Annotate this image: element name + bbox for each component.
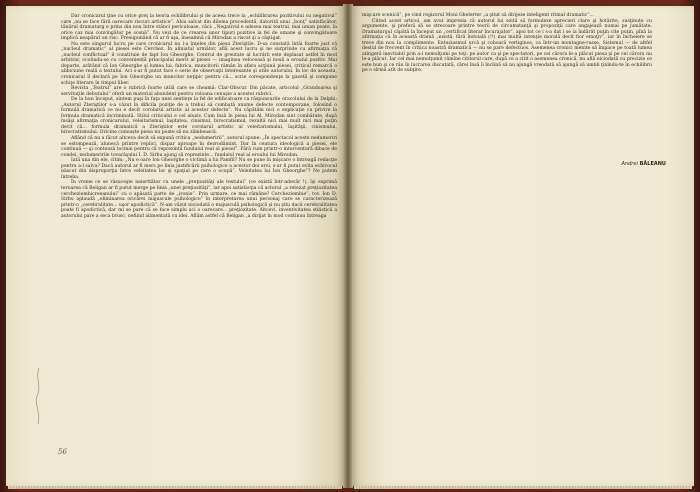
author-last-name: BĂLEANU — [639, 161, 666, 167]
paragraph: În vreme ce se răsuceşte neierttător cu unele „preţiozităţi ale textului” (ce există într-adevăr !), îşi exprimă teroarea că Beligan ar fi putut merge pe linia „unei preţiozităţi”, iar apoi satisfacţia că actorul „a retezat preţiozitatea cercheziembicreeanului” cu o apăsată parte de „ironie”. Prin urmare, ce mai rămâne? Cercheziembie”, tov. Ion D. Sirbu aplaudă „eliminarea oricărei majuscule psihologice” în interpretarea unui personaj care se caracterizează printr-o „cerebralitate... uşor apodictică”. N-am văzut niciodată o majusculă psihologică şi nu ştiu dacă cerebralitatea poate fi apodictică, dar mi se pare că se face simplu aci o oarecare... preţiozitate. Altcevi, inventivitatea stilistică a autorului pare a seca brusc, nefiind alimentată cu idei. Aflăm astfel că Beligan „a dirijat în mod continuu întreaga — [61, 180, 337, 219]
paragraph: Dar cronicarul ţine cu orice preţ la teoria echilibrului şi de aceea trece la „echilibrarea pozitivului cu negativul” care „nu se face fără oarecare riscuri artistice”. Abia salvat din dilema precedentă, datorită unui „bonţ” satisfăcător, tânărul dramaturg e prins din nou între stânci periculoase, căci: „Negativul e adesea mai teatral, mai uman poate, la orice caz mai convingător pe scenă”. Nu vezi de ce crearea unor tipuri pozitive ia fel de umane şi convingătoare implică neapărat un risc. Presupunând că ar fi aşa, înseamnă că Mirodan a riscat şi a câştigat. — [61, 14, 337, 42]
left-page-text — [61, 14, 337, 219]
paragraph: Nu este singurul lucru pe care cronicarul nu l-a înţeles din piesa Zteriştile. D-sa constată întâi foarte just că „nucleul dramatic” al piesei este Cerchez. În aliniatul următor, află acest lucru şi ne surprinde cu afirmaţia că „nucleul conflictual” il constituie de fapt Ion Gheorghe. Centrul de greutate al lucrării este deplasat astfel în mod arbitrar, ocolindu-se cu conveniență principalul merit al piesei — imaginea veloceasă şi nouă a eroului pozitiv. Mai departe, arătând că Ion Gheorghe şi lumea lui, fabrica, muncitorii rămân în afara acţiunii piesei, criticul remarcă o alibiciune reală a textului. Aci s-ar fi putut face o serie de observaţii interesante şi utile autorului. În loc de aceasta, cronicarul îl declară pe Ion Gheorghe un muncitor neţipic pentru că... scrie corespondenţe la gazetă şi compune schiţe literare în timpul liber. — [61, 41, 337, 86]
paragraph: Iată una din ele, citim: „Nu e oare Ion Gheorghe o victimă a lui Pamfil? Nu se pune în mişcare o întreagă redacţie pentru a-l salva? Dacă autorul ar fi mers pe linia justificării psihologice a acestor doi eroi, s-ar fi putut evita echivocul născut din disproporţia între veleitatea lor şi spaţiul pe care o ocupă”. Veleitatea lui Ion Gheorghe”? Ne putem întreba. — [61, 158, 337, 180]
paragraph: Citind acest articol, am avut impresia că autorul lui ezită să formuleze aprecieri clare şi hotărite, susţinute cu argumente, şi preferă să se strecoare printre teorii de circumstanţă şi propoziţii care angajează numai pe jumătate. Dramaturgul căpătă la început un „certificat literar încurajator”, apoi tot ce i s-a dat i se ia îndărăt puţin cite puţin, pînă la afirmaţia că în această dramă „există, fără îndoială (!!) mai multă intenţie morală decit fior emoţiv”, iar în încheiere se trece din nou la complimente. Entuziasmul urcă şi coboară vertiginos, ca într-un montagne-russe. Sistemul — de altfel destul de frecvent în critica noastră dramatică — nu se pare defectuos. Asemenea cronici menite să împace pe toată lumea atingeră inevitabil prin a-i nemulţumi pe toţi: pe autor ca şi pe spectatori, pe cei cărora le-a plăcut piesa şi pe cei cărora nu le-a plăcut. Iar cel mai nemulţumit rămîne cititorul care, după ce a citit o asemenea cronică, nu află niciodată cu precizie ce este bun şi ce rău în lucrarea discutată, cărei însă îi înclină să nu ajungă vreodată să ajungă să umbli ţinîndu-te în echilibru pe o sîrmă atît de subţire. — [362, 18, 652, 74]
page-edges-left — [8, 486, 342, 489]
page-edges-right — [354, 486, 692, 489]
paragraph: Revista „Teatrul” are o rubrică foarte utilă care se cheamă: Clar-Obscur. Din păcate, articolul „Grandoarea şi servituţile debutului” oferă un material abundent pentru coloana cenuşie a acestei rubrici. — [61, 86, 337, 97]
paragraph: Aflând că nu a făcut altceva decit să expună critica „nedumeririi”, autorul spune: „În spectacol aceste nedumeriri se estompează, alunecă printre replici, dispar aproape în dezrodămint. Dar în ceatura ideologică a piesei, ele continuă — şi contează tocmai pentru că reprezintă fundalul real al piesei”. Fără cum printr-o interventură dibace de condei, nedumeririle tovarăşului I. D. Sirbu ajung să reprezinte... fundalul real al eroului lui Mirodan. — [61, 136, 337, 158]
right-page-text — [362, 13, 652, 74]
page-number: 56 — [58, 448, 67, 456]
paragraph: mişcare scenică”, pe cind regizorul Moni Ghelerter „a ştiut să dirijeze inteligent ritmul dramatic”... — [362, 13, 595, 18]
author-signature — [622, 161, 666, 167]
left-page — [6, 6, 344, 486]
pencil-mark — [32, 366, 46, 426]
author-first-name: Andrei — [621, 161, 638, 167]
right-page — [352, 6, 694, 486]
paragraph: De la bun început, sintem puşi în faţa unei sentinţe la fel de edificatoare ca răspunsurile oracolului de la Delphi: „Autorul Zteriştilor s-a văzut în dificila poziţie de a trebui să combată anume defecte contemporane, folosind o formulă dramatică ce nu e decit corolarul artistic al acestor defecte”. Nu căpătăm nici o explicaţie cu privire la formula dramatică incriminată. Stilul criticului e cel aluziv. Cum însă în piesa lui Al. Mirodan sint combătute, după însăşi afirmaţia cronicarului, veleitarismul, laşitatea, cinismul, birocratismul, rezultă nici mai mult nici mai puţin decit că... formula dramatică a Zteriştilor este corolarul artistic al veleitarismului, laşităţii, cinismului, birocratismului. Oricine cunoaşte piesa nu poate să nu zâmbească. — [61, 97, 337, 136]
